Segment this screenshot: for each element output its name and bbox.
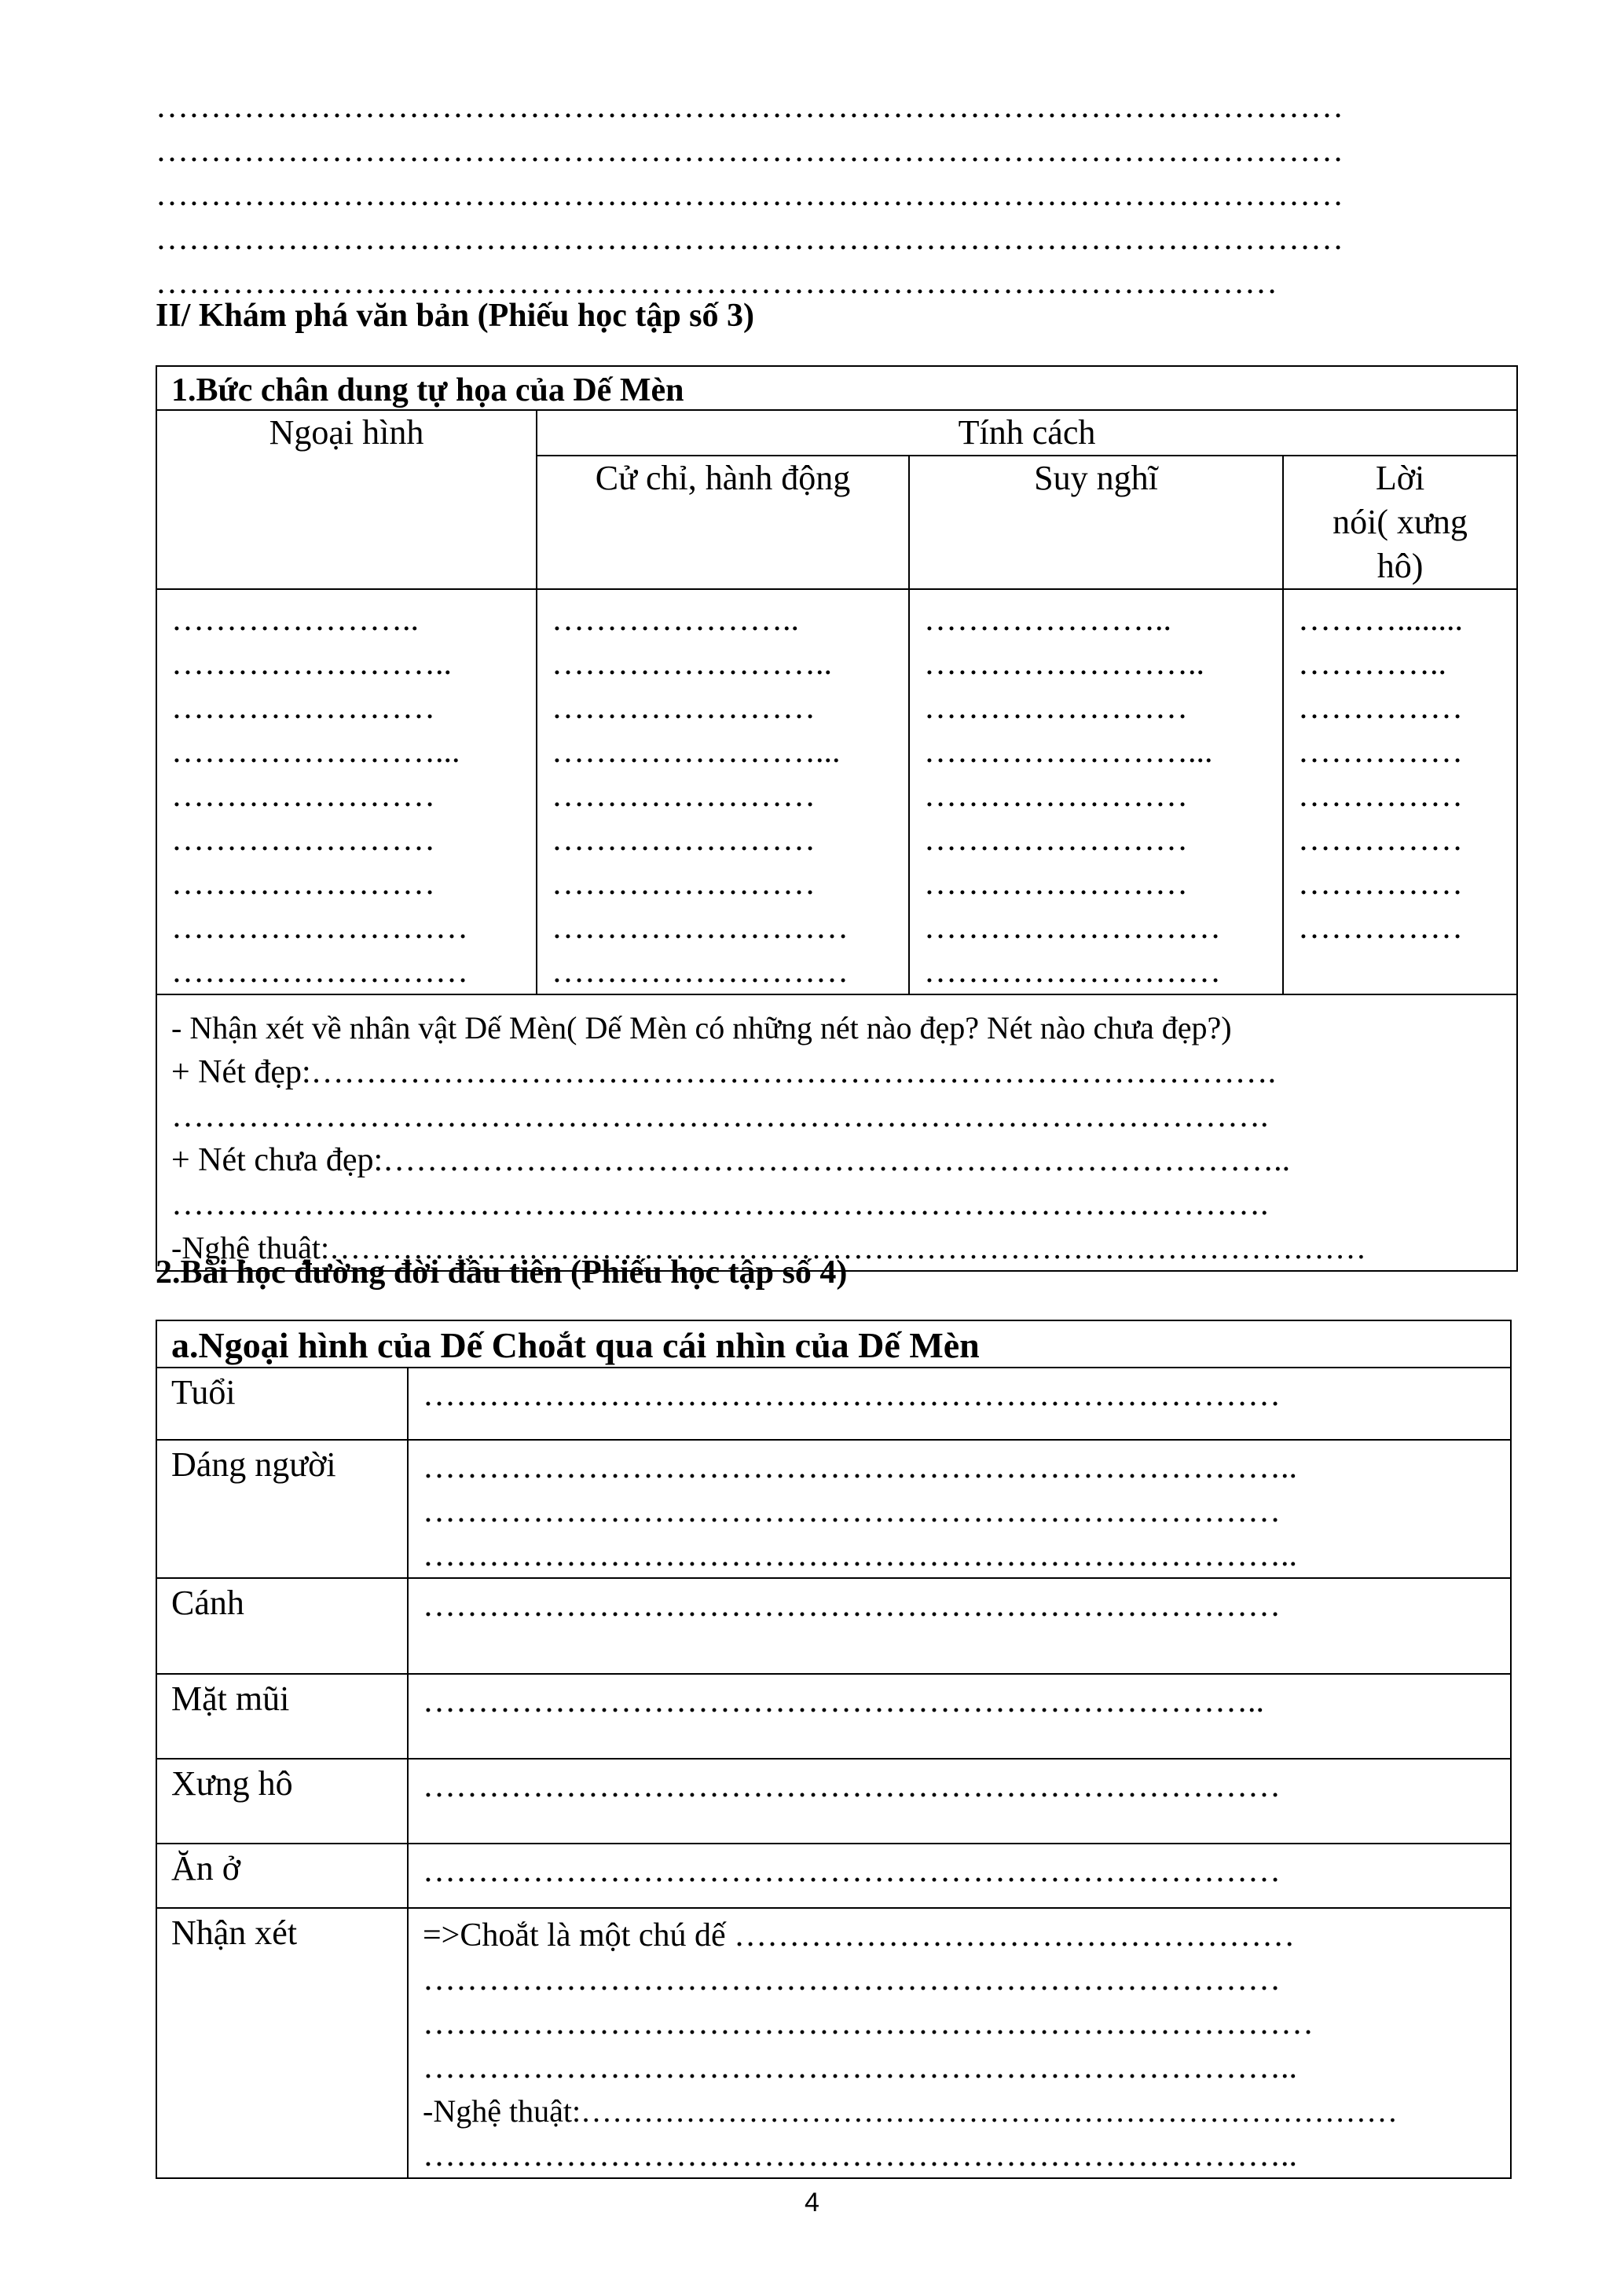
dot-line: …………………….. bbox=[924, 646, 1204, 682]
header-tinh-cach: Tính cách bbox=[537, 410, 1517, 456]
dot-line: …………………… bbox=[924, 866, 1188, 902]
row-label: Cánh bbox=[156, 1578, 408, 1674]
answer-lines bbox=[156, 85, 1507, 305]
dot-line: ……………………… bbox=[552, 954, 849, 990]
dot-line: ………………………………………………………………………………………. bbox=[171, 1186, 1269, 1222]
dot-line: …………………… bbox=[552, 690, 816, 726]
table-row bbox=[156, 1759, 1511, 1844]
dot-line: ……………………… bbox=[552, 910, 849, 946]
dot-line: …………………… bbox=[552, 866, 816, 902]
row-label: Dáng người bbox=[156, 1440, 408, 1578]
subheader-suy-nghi: Suy nghĩ bbox=[909, 456, 1283, 589]
dot-line: ………………………………………………………………………………………… bbox=[156, 265, 1278, 301]
dot-line: …………………………………………………………………….. bbox=[423, 1449, 1297, 1485]
dot-line: …………………… bbox=[924, 690, 1188, 726]
section-heading-ii: II/ Khám phá văn bản (Phiếu học tập số 3) bbox=[156, 298, 755, 334]
dot-line: ………………………………………………………………………………………. bbox=[171, 1098, 1269, 1134]
subheader-loi-noi bbox=[1283, 456, 1517, 589]
answer-cell[interactable] bbox=[408, 1759, 1511, 1844]
dot-line: …………………………………………………………………… bbox=[423, 1587, 1281, 1624]
dot-line: ………………….. bbox=[924, 602, 1171, 638]
remark-bad: + Nét chưa đẹp:……………………………………………………………………….. bbox=[171, 1142, 1291, 1178]
dot-line: …………………………………………………………………… bbox=[423, 1768, 1281, 1804]
table-row bbox=[156, 1440, 1511, 1578]
header-ngoai-hinh: Ngoại hình bbox=[156, 410, 537, 589]
dot-line: …………… bbox=[1298, 778, 1463, 814]
dot-line: …………………… bbox=[552, 822, 816, 858]
dot-line: ……………………... bbox=[552, 734, 841, 770]
answer-cell[interactable] bbox=[408, 1578, 1511, 1674]
dot-line: ………………………………………………………………….. bbox=[423, 1683, 1264, 1719]
dot-line: …………………………………………………………………….. bbox=[423, 2049, 1297, 2085]
subheader-loi-noi-line: Lời bbox=[1375, 459, 1425, 497]
dot-line: ……………………… bbox=[924, 910, 1221, 946]
dot-line: …………………… bbox=[924, 778, 1188, 814]
dot-line: ……………………... bbox=[171, 734, 460, 770]
worksheet-table-3 bbox=[156, 365, 1518, 1272]
dot-line: …………………………………………………………………….. bbox=[423, 2137, 1297, 2173]
table-row bbox=[156, 1844, 1511, 1908]
table-title: a.Ngoại hình của Dế Choắt qua cái nhìn của Dế Mèn bbox=[156, 1320, 1511, 1368]
dot-line: ……………………… bbox=[924, 954, 1221, 990]
dot-line: ………………….. bbox=[171, 602, 419, 638]
subheader-cu-chi: Cử chỉ, hành động bbox=[537, 456, 909, 589]
dot-line: …………………………………………………………………… bbox=[423, 1493, 1281, 1529]
dot-line: ……………………………………………………………………………………………… bbox=[156, 177, 1344, 213]
answer-cell-suy-nghi[interactable] bbox=[909, 589, 1283, 994]
answer-cell-cu-chi[interactable] bbox=[537, 589, 909, 994]
answer-cell[interactable] bbox=[408, 1844, 1511, 1908]
subheader-loi-noi-line: nói( xưng bbox=[1333, 503, 1468, 541]
dot-line: …………… bbox=[1298, 734, 1463, 770]
dot-line: ………………….. bbox=[552, 602, 799, 638]
dot-line: …………………… bbox=[171, 778, 435, 814]
page-number: 4 bbox=[805, 2188, 819, 2217]
dot-line: …………… bbox=[1298, 910, 1463, 946]
dot-line: …………… bbox=[1298, 690, 1463, 726]
dot-line: ……………………………………………………………………………………………… bbox=[156, 89, 1344, 125]
answer-cell[interactable] bbox=[408, 1908, 1511, 2178]
answer-cell[interactable] bbox=[408, 1440, 1511, 1578]
dot-line: …………… bbox=[1298, 866, 1463, 902]
dot-line: ………........ bbox=[1298, 602, 1463, 638]
dot-line: ……………………... bbox=[924, 734, 1213, 770]
remark-art: -Nghệ thuật:…………………………………………………………………… bbox=[423, 2093, 1399, 2129]
dot-line: …………………….. bbox=[171, 646, 452, 682]
dot-line: ……………………………………………………………………………………………… bbox=[156, 133, 1344, 169]
table-title: 1.Bức chân dung tự họa của Dế Mèn bbox=[156, 366, 1517, 410]
dot-line: ……………………………………………………………………………………………… bbox=[156, 221, 1344, 257]
answer-cell-loi-noi[interactable] bbox=[1283, 589, 1517, 994]
remark-good: + Nét đẹp:……………………………………………………………………………. bbox=[171, 1054, 1277, 1090]
row-label: Nhận xét bbox=[156, 1908, 408, 2178]
remark-art: -Nghệ thuật:……………………………………………………………………………………… bbox=[171, 1230, 1367, 1265]
answer-cell-ngoai-hinh[interactable] bbox=[156, 589, 537, 994]
dot-line: …………………………………………………………………… bbox=[423, 1377, 1281, 1413]
dot-line: ………….. bbox=[1298, 646, 1446, 682]
dot-line: ……………………… bbox=[171, 954, 468, 990]
table-row bbox=[156, 1578, 1511, 1674]
section-heading-2: 2.Bài học đường đời đầu tiên (Phiếu học tập số 4) bbox=[156, 1254, 848, 1291]
remark-line: =>Choắt là một chú dế …………………………………………… bbox=[423, 1917, 1296, 1954]
dot-line: …………………………………………………………………….. bbox=[423, 1537, 1297, 1573]
table-row bbox=[156, 1674, 1511, 1759]
remark-question: - Nhận xét về nhân vật Dế Mèn( Dế Mèn có những nét nào đẹp? Nét nào chưa đẹp?) bbox=[171, 1010, 1232, 1045]
dot-line: ……………………… bbox=[171, 910, 468, 946]
dot-line: …………………… bbox=[171, 822, 435, 858]
answer-cell[interactable] bbox=[408, 1674, 1511, 1759]
remark-cell[interactable] bbox=[156, 994, 1517, 1271]
row-label: Ăn ở bbox=[156, 1844, 408, 1908]
worksheet-table-4 bbox=[156, 1320, 1512, 2179]
dot-line: …………………… bbox=[552, 778, 816, 814]
row-label: Mặt mũi bbox=[156, 1674, 408, 1759]
answer-cell[interactable] bbox=[408, 1368, 1511, 1440]
subheader-loi-noi-line: hô) bbox=[1377, 547, 1424, 585]
dot-line: …………………….. bbox=[552, 646, 832, 682]
dot-line: …………………… bbox=[171, 866, 435, 902]
row-label: Tuổi bbox=[156, 1368, 408, 1440]
dot-line: ……………………………………………………………………… bbox=[423, 2005, 1314, 2041]
dot-line: …………………………………………………………………… bbox=[423, 1853, 1281, 1889]
row-label: Xưng hô bbox=[156, 1759, 408, 1844]
dot-line: …………………… bbox=[171, 690, 435, 726]
dot-line: …………………………………………………………………… bbox=[423, 1961, 1281, 1998]
dot-line: …………… bbox=[1298, 822, 1463, 858]
dot-line: …………………… bbox=[924, 822, 1188, 858]
table-row bbox=[156, 1908, 1511, 2178]
table-row bbox=[156, 1368, 1511, 1440]
